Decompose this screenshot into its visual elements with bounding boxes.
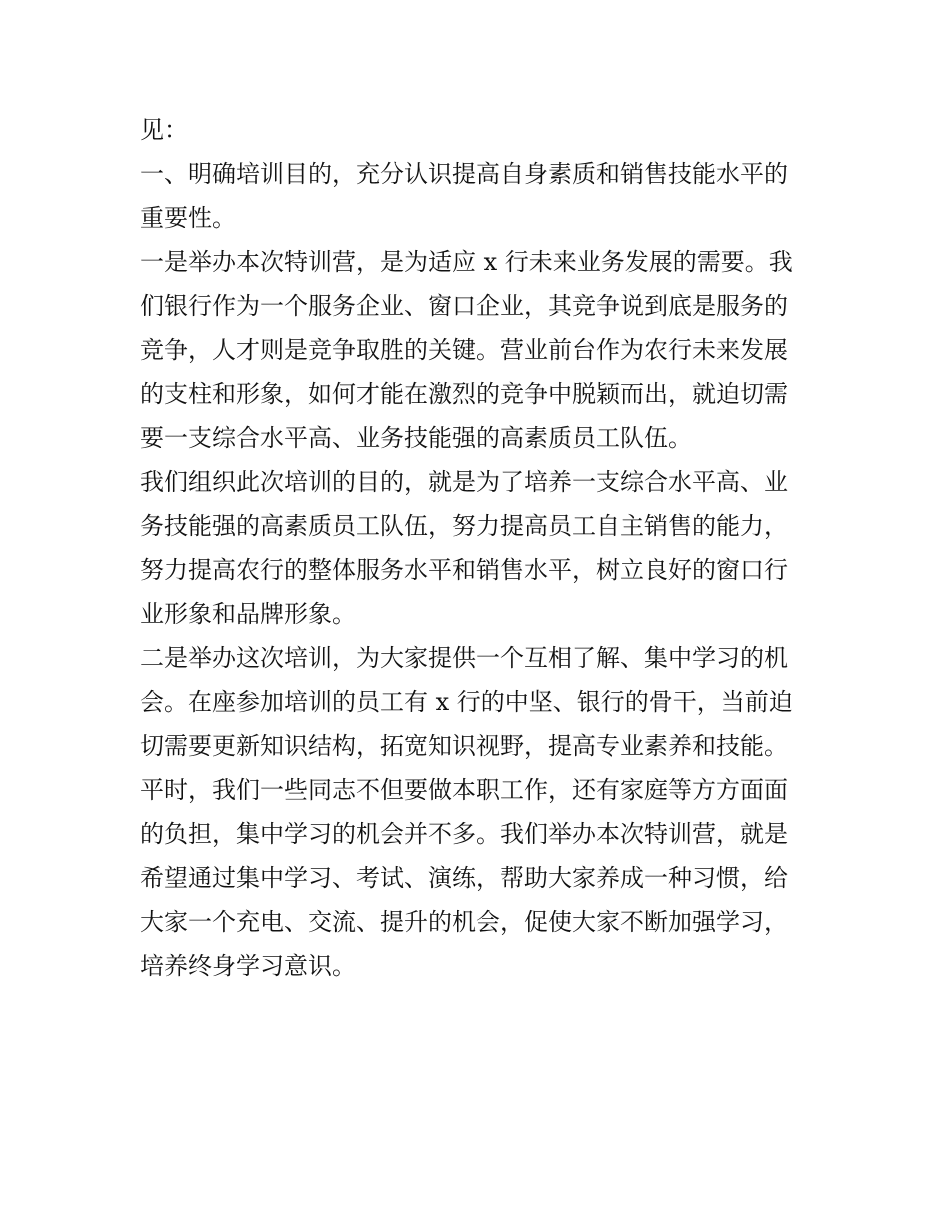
- text-line: 努力提高农行的整体服务水平和销售水平，树立良好的窗口行: [140, 556, 788, 584]
- document-body: [140, 108, 812, 988]
- text-line: 要一支综合水平高、业务技能强的高素质员工队伍。: [140, 424, 692, 452]
- section-heading-line: 一、明确培训目的，充分认识提高自身素质和销售技能水平的: [140, 160, 788, 188]
- text-line: 的负担，集中学习的机会并不多。我们举办本次特训营，就是: [140, 820, 788, 848]
- text-line: 培养终身学习意识。: [140, 952, 356, 980]
- text-line: 一是举办本次特训营，是为适应 x 行未来业务发展的需要。我: [140, 248, 793, 276]
- text-line: 会。在座参加培训的员工有 x 行的中坚、银行的骨干，当前迫: [140, 688, 793, 716]
- text-line: 我们组织此次培训的目的，就是为了培养一支综合水平高、业: [140, 468, 788, 496]
- text-line: 平时，我们一些同志不但要做本职工作，还有家庭等方方面面: [140, 776, 788, 804]
- text-line: 见：: [140, 116, 188, 144]
- text-line: 二是举办这次培训，为大家提供一个互相了解、集中学习的机: [140, 644, 788, 672]
- text-line: 竞争，人才则是竞争取胜的关键。营业前台作为农行未来发展: [140, 336, 788, 364]
- section-heading-line: 重要性。: [140, 204, 236, 232]
- text-line: 的支柱和形象，如何才能在激烈的竞争中脱颖而出，就迫切需: [140, 380, 788, 408]
- text-line: 希望通过集中学习、考试、演练，帮助大家养成一种习惯，给: [140, 864, 788, 892]
- text-line: 大家一个充电、交流、提升的机会，促使大家不断加强学习，: [140, 908, 788, 936]
- text-line: 务技能强的高素质员工队伍，努力提高员工自主销售的能力，: [140, 512, 788, 540]
- text-line: 切需要更新知识结构，拓宽知识视野，提高专业素养和技能。: [140, 732, 788, 760]
- text-line: 业形象和品牌形象。: [140, 600, 356, 628]
- text-line: 们银行作为一个服务企业、窗口企业，其竞争说到底是服务的: [140, 292, 788, 320]
